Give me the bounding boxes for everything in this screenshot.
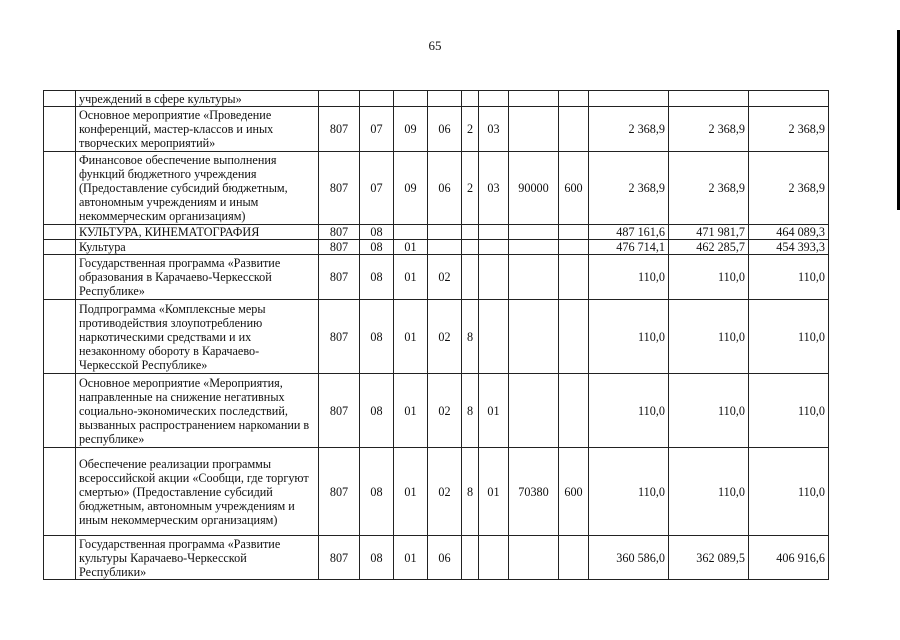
amount-year2-cell: 110,0 bbox=[669, 255, 749, 300]
row-gap-cell bbox=[44, 240, 76, 255]
table-row bbox=[44, 152, 829, 225]
expense-type-cell bbox=[559, 107, 589, 152]
row-name-cell: Обеспечение реализации программы всероссийской акции «Сообщи, где торгуют смертью» (Предоставление субсидий бюджетным, автономным учреждениям и иным некоммерческим организациям) bbox=[76, 448, 319, 536]
row-name-cell: Культура bbox=[76, 240, 319, 255]
table-row bbox=[44, 255, 829, 300]
subprogram-code-cell: 8 bbox=[462, 374, 479, 448]
table-row bbox=[44, 374, 829, 448]
amount-year1-cell: 110,0 bbox=[589, 255, 669, 300]
direction-code-cell: 90000 bbox=[509, 152, 559, 225]
direction-code-cell bbox=[509, 536, 559, 580]
row-gap-cell bbox=[44, 91, 76, 107]
amount-year2-cell: 110,0 bbox=[669, 448, 749, 536]
measure-code-cell bbox=[479, 536, 509, 580]
amount-year3-cell bbox=[749, 91, 829, 107]
subsection-code-cell: 01 bbox=[394, 240, 428, 255]
amount-year3-cell: 110,0 bbox=[749, 255, 829, 300]
direction-code-cell bbox=[509, 374, 559, 448]
row-gap-cell bbox=[44, 536, 76, 580]
table-row bbox=[44, 240, 829, 255]
row-name-cell: Государственная программа «Развитие культуры Карачаево-Черкесской Республики» bbox=[76, 536, 319, 580]
direction-code-cell bbox=[509, 225, 559, 240]
subprogram-code-cell bbox=[462, 255, 479, 300]
direction-code-cell bbox=[509, 91, 559, 107]
budget-table bbox=[43, 90, 829, 580]
section-code-cell: 08 bbox=[360, 300, 394, 374]
row-gap-cell bbox=[44, 225, 76, 240]
amount-year3-cell: 110,0 bbox=[749, 448, 829, 536]
subprogram-code-cell: 8 bbox=[462, 300, 479, 374]
program-code-cell: 02 bbox=[428, 448, 462, 536]
subsection-code-cell: 09 bbox=[394, 152, 428, 225]
section-code-cell: 08 bbox=[360, 448, 394, 536]
expense-type-cell bbox=[559, 300, 589, 374]
direction-code-cell bbox=[509, 255, 559, 300]
expense-type-cell bbox=[559, 255, 589, 300]
row-name-cell: Финансовое обеспечение выполнения функций бюджетного учреждения (Предоставление субсидий бюджетным, автономным учреждениям и иным некоммерческим организациям) bbox=[76, 152, 319, 225]
amount-year2-cell bbox=[669, 91, 749, 107]
table-row bbox=[44, 536, 829, 580]
ministry-code-cell: 807 bbox=[319, 240, 360, 255]
measure-code-cell bbox=[479, 255, 509, 300]
subsection-code-cell: 01 bbox=[394, 448, 428, 536]
ministry-code-cell: 807 bbox=[319, 152, 360, 225]
subsection-code-cell bbox=[394, 91, 428, 107]
section-code-cell: 07 bbox=[360, 107, 394, 152]
ministry-code-cell: 807 bbox=[319, 300, 360, 374]
amount-year1-cell: 110,0 bbox=[589, 300, 669, 374]
row-name-cell: Основное мероприятие «Мероприятия, направленные на снижение негативных социально-экономических последствий, вызванных распространением наркомании в республике» bbox=[76, 374, 319, 448]
amount-year1-cell: 476 714,1 bbox=[589, 240, 669, 255]
amount-year3-cell: 110,0 bbox=[749, 374, 829, 448]
subsection-code-cell: 01 bbox=[394, 300, 428, 374]
amount-year2-cell: 462 285,7 bbox=[669, 240, 749, 255]
row-gap-cell bbox=[44, 152, 76, 225]
amount-year3-cell: 2 368,9 bbox=[749, 152, 829, 225]
section-code-cell: 07 bbox=[360, 152, 394, 225]
direction-code-cell bbox=[509, 240, 559, 255]
amount-year2-cell: 110,0 bbox=[669, 374, 749, 448]
subprogram-code-cell bbox=[462, 240, 479, 255]
measure-code-cell: 01 bbox=[479, 374, 509, 448]
ministry-code-cell: 807 bbox=[319, 448, 360, 536]
section-code-cell bbox=[360, 91, 394, 107]
program-code-cell: 02 bbox=[428, 300, 462, 374]
table-row bbox=[44, 225, 829, 240]
amount-year3-cell: 2 368,9 bbox=[749, 107, 829, 152]
program-code-cell: 02 bbox=[428, 255, 462, 300]
section-code-cell: 08 bbox=[360, 536, 394, 580]
section-code-cell: 08 bbox=[360, 374, 394, 448]
row-gap-cell bbox=[44, 107, 76, 152]
subprogram-code-cell bbox=[462, 91, 479, 107]
amount-year3-cell: 454 393,3 bbox=[749, 240, 829, 255]
amount-year1-cell: 110,0 bbox=[589, 374, 669, 448]
subprogram-code-cell bbox=[462, 225, 479, 240]
subsection-code-cell: 01 bbox=[394, 374, 428, 448]
subsection-code-cell: 09 bbox=[394, 107, 428, 152]
measure-code-cell: 01 bbox=[479, 448, 509, 536]
direction-code-cell: 70380 bbox=[509, 448, 559, 536]
row-gap-cell bbox=[44, 300, 76, 374]
program-code-cell: 02 bbox=[428, 374, 462, 448]
program-code-cell bbox=[428, 91, 462, 107]
subsection-code-cell: 01 bbox=[394, 536, 428, 580]
row-gap-cell bbox=[44, 255, 76, 300]
amount-year2-cell: 2 368,9 bbox=[669, 107, 749, 152]
ministry-code-cell: 807 bbox=[319, 374, 360, 448]
amount-year1-cell: 360 586,0 bbox=[589, 536, 669, 580]
row-name-cell: Основное мероприятие «Проведение конференций, мастер-классов и иных творческих мероприятий» bbox=[76, 107, 319, 152]
amount-year1-cell: 487 161,6 bbox=[589, 225, 669, 240]
amount-year3-cell: 406 916,6 bbox=[749, 536, 829, 580]
ministry-code-cell: 807 bbox=[319, 255, 360, 300]
row-name-cell: учреждений в сфере культуры» bbox=[76, 91, 319, 107]
ministry-code-cell: 807 bbox=[319, 225, 360, 240]
section-code-cell: 08 bbox=[360, 255, 394, 300]
expense-type-cell: 600 bbox=[559, 152, 589, 225]
amount-year2-cell: 2 368,9 bbox=[669, 152, 749, 225]
subprogram-code-cell: 2 bbox=[462, 152, 479, 225]
amount-year1-cell: 2 368,9 bbox=[589, 152, 669, 225]
program-code-cell bbox=[428, 240, 462, 255]
section-code-cell: 08 bbox=[360, 225, 394, 240]
table-body bbox=[44, 91, 829, 580]
expense-type-cell bbox=[559, 536, 589, 580]
row-name-cell: Подпрограмма «Комплексные меры противодействия злоупотреблению наркотическими средствами и их незаконному обороту в Карачаево-Черкесской Республике» bbox=[76, 300, 319, 374]
section-code-cell: 08 bbox=[360, 240, 394, 255]
amount-year2-cell: 471 981,7 bbox=[669, 225, 749, 240]
expense-type-cell bbox=[559, 240, 589, 255]
table-row bbox=[44, 107, 829, 152]
amount-year1-cell: 110,0 bbox=[589, 448, 669, 536]
table-row bbox=[44, 300, 829, 374]
subsection-code-cell: 01 bbox=[394, 255, 428, 300]
subprogram-code-cell: 8 bbox=[462, 448, 479, 536]
ministry-code-cell: 807 bbox=[319, 536, 360, 580]
direction-code-cell bbox=[509, 107, 559, 152]
program-code-cell: 06 bbox=[428, 152, 462, 225]
table-row bbox=[44, 448, 829, 536]
ministry-code-cell: 807 bbox=[319, 107, 360, 152]
expense-type-cell bbox=[559, 374, 589, 448]
expense-type-cell bbox=[559, 225, 589, 240]
subprogram-code-cell: 2 bbox=[462, 107, 479, 152]
measure-code-cell bbox=[479, 91, 509, 107]
amount-year3-cell: 464 089,3 bbox=[749, 225, 829, 240]
measure-code-cell: 03 bbox=[479, 107, 509, 152]
row-gap-cell bbox=[44, 448, 76, 536]
table-row bbox=[44, 91, 829, 107]
program-code-cell bbox=[428, 225, 462, 240]
amount-year2-cell: 110,0 bbox=[669, 300, 749, 374]
measure-code-cell bbox=[479, 300, 509, 374]
ministry-code-cell bbox=[319, 91, 360, 107]
measure-code-cell bbox=[479, 240, 509, 255]
amount-year1-cell bbox=[589, 91, 669, 107]
measure-code-cell bbox=[479, 225, 509, 240]
program-code-cell: 06 bbox=[428, 536, 462, 580]
expense-type-cell: 600 bbox=[559, 448, 589, 536]
page-number: 65 bbox=[428, 38, 442, 53]
amount-year2-cell: 362 089,5 bbox=[669, 536, 749, 580]
direction-code-cell bbox=[509, 300, 559, 374]
subprogram-code-cell bbox=[462, 536, 479, 580]
amount-year3-cell: 110,0 bbox=[749, 300, 829, 374]
row-gap-cell bbox=[44, 374, 76, 448]
measure-code-cell: 03 bbox=[479, 152, 509, 225]
program-code-cell: 06 bbox=[428, 107, 462, 152]
amount-year1-cell: 2 368,9 bbox=[589, 107, 669, 152]
subsection-code-cell bbox=[394, 225, 428, 240]
row-name-cell: Государственная программа «Развитие образования в Карачаево-Черкесской Республике» bbox=[76, 255, 319, 300]
expense-type-cell bbox=[559, 91, 589, 107]
row-name-cell: КУЛЬТУРА, КИНЕМАТОГРАФИЯ bbox=[76, 225, 319, 240]
